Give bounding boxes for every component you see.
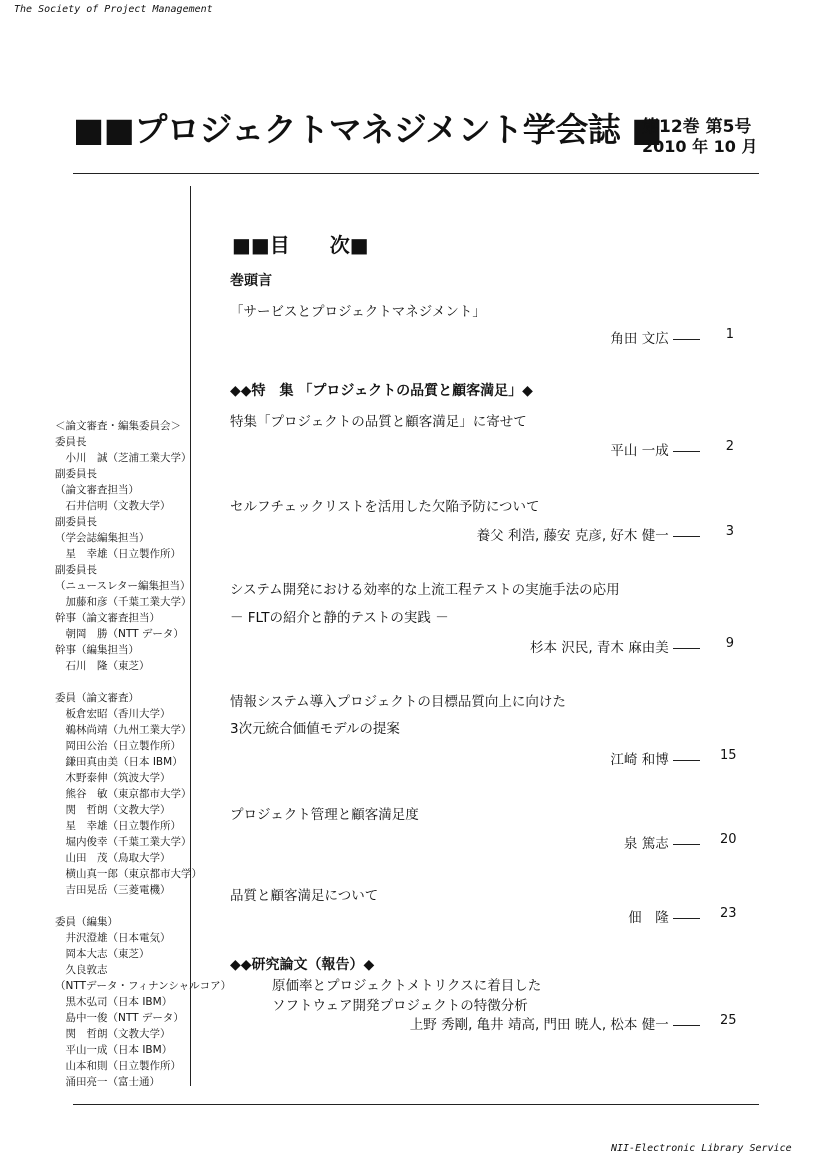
- committee-line: 委員（論文審査）: [55, 692, 139, 704]
- committee-line: 井沢澄雄（日本電気）: [55, 932, 171, 944]
- society-name: The Society of Project Management: [14, 4, 213, 15]
- committee-line: 小川 誠（芝浦工業大学）: [55, 452, 192, 464]
- committee-gap: [55, 674, 205, 690]
- committee-line: 熊谷 敏（東京都市大学）: [55, 788, 192, 800]
- toc-page-number: 1: [725, 327, 734, 342]
- toc-article-title: ソフトウェア開発プロジェクトの特徴分析: [272, 998, 528, 1014]
- toc-article-title: 「サービスとプロジェクトマネジメント」: [230, 304, 486, 320]
- committee-line: 岡田公治（日立製作所）: [55, 740, 181, 752]
- committee-line: （ニュースレター編集担当）: [55, 580, 191, 592]
- toc-article-title: 3次元統合価値モデルの提案: [230, 721, 400, 737]
- toc-article-title: システム開発における効率的な上流工程テストの実施手法の応用: [230, 582, 620, 598]
- library-service: NII-Electronic Library Service: [611, 1143, 792, 1154]
- toc-page-number: 15: [720, 748, 737, 763]
- committee-line: （論文審査担当）: [55, 484, 139, 496]
- committee-line: 加藤和彦（千葉工業大学）: [55, 596, 192, 608]
- toc-article-title: プロジェクト管理と顧客満足度: [230, 807, 419, 823]
- committee-line: 副委員長: [55, 516, 97, 528]
- top-divider: [73, 173, 759, 174]
- toc-author: 泉 篤志 ――: [623, 836, 700, 852]
- committee-line: 石井信明（文教大学）: [55, 500, 171, 512]
- issue-date: 2010 年 10 月: [642, 137, 758, 156]
- toc-page-number: 9: [725, 636, 734, 651]
- committee-line: 委員（編集）: [55, 916, 118, 928]
- editorial-committee: [55, 418, 232, 1090]
- toc-page-number: 25: [720, 1013, 737, 1028]
- committee-line: （学会誌編集担当）: [55, 532, 150, 544]
- toc-author: 江崎 和博 ――: [610, 752, 700, 768]
- committee-line: 石川 隆（東芝）: [55, 660, 150, 672]
- toc-article-title: 品質と顧客満足について: [230, 888, 379, 904]
- committee-line: ＜論文審査・編集委員会＞: [55, 420, 181, 432]
- toc-page-number: 2: [725, 439, 734, 454]
- toc-author: 平山 一成 ――: [610, 443, 700, 459]
- committee-line: 関 哲朗（文教大学）: [55, 1028, 171, 1040]
- committee-line: 副委員長: [55, 468, 97, 480]
- toc-page-number: 20: [720, 832, 737, 847]
- committee-line: 鎌田真由美（日本 IBM）: [55, 756, 183, 768]
- committee-line: 星 幸雄（日立製作所）: [55, 820, 181, 832]
- committee-line: 横山真一郎（東京都市大学）: [55, 868, 202, 880]
- committee-line: 鵜林尚靖（九州工業大学）: [55, 724, 192, 736]
- committee-line: 星 幸雄（日立製作所）: [55, 548, 181, 560]
- committee-line: 久良敦志: [55, 964, 108, 976]
- journal-title: ■■プロジェクトマネジメント学会誌 ■: [73, 110, 662, 149]
- committee-line: 島中一俊（NTT データ）: [55, 1012, 184, 1024]
- committee-line: 山本和則（日立製作所）: [55, 1060, 181, 1072]
- toc-page-number: 3: [725, 524, 734, 539]
- bottom-divider: [73, 1104, 759, 1105]
- toc-author: 杉本 沢民, 青木 麻由美 ――: [530, 640, 700, 656]
- committee-line: 板倉宏昭（香川大学）: [55, 708, 171, 720]
- committee-line: 木野泰伸（筑波大学）: [55, 772, 171, 784]
- toc-section-heading: ◆◆特 集 「プロジェクトの品質と顧客満足」◆: [230, 383, 533, 399]
- committee-gap: [55, 898, 205, 914]
- committee-line: 朝岡 勝（NTT データ）: [55, 628, 184, 640]
- committee-line: 平山一成（日本 IBM）: [55, 1044, 173, 1056]
- committee-line: 幹事（論文審査担当）: [55, 612, 160, 624]
- committee-line: 委員長: [55, 436, 87, 448]
- committee-line: 涌田亮一（富士通）: [55, 1076, 160, 1088]
- toc-author: 上野 秀剛, 亀井 靖高, 門田 暁人, 松本 健一 ――: [409, 1017, 700, 1033]
- committee-line: （NTTデータ・フィナンシャルコア）: [55, 980, 232, 992]
- committee-line: 吉田晃岳（三菱電機）: [55, 884, 171, 896]
- committee-line: 幹事（編集担当）: [55, 644, 139, 656]
- committee-line: 副委員長: [55, 564, 97, 576]
- committee-line: 岡本大志（東芝）: [55, 948, 150, 960]
- toc-article-title: 特集「プロジェクトの品質と顧客満足」に寄せて: [230, 414, 527, 430]
- toc-author: 佃 隆 ――: [628, 910, 700, 926]
- toc-section-heading: ◆◆研究論文（報告）◆: [230, 957, 375, 973]
- toc-section-heading: 巻頭言: [230, 273, 272, 289]
- toc-article-title: － FLTの紹介と静的テストの実践 －: [230, 610, 449, 626]
- volume-number: 第12巻 第5号: [642, 117, 752, 137]
- toc-article-title: 原価率とプロジェクトメトリクスに着目した: [272, 978, 542, 994]
- committee-line: 堀内俊幸（千葉工業大学）: [55, 836, 192, 848]
- toc-article-title: 情報システム導入プロジェクトの目標品質向上に向けた: [230, 694, 566, 710]
- committee-line: 山田 茂（鳥取大学）: [55, 852, 171, 864]
- committee-line: 黒木弘司（日本 IBM）: [55, 996, 173, 1008]
- toc-heading: ■■目 次■: [232, 233, 369, 257]
- toc-page-number: 23: [720, 906, 737, 921]
- toc-author: 角田 文広 ――: [610, 331, 700, 347]
- toc-author: 養父 利浩, 藤安 克彦, 好木 健一 ――: [476, 528, 700, 544]
- committee-line: 関 哲朗（文教大学）: [55, 804, 171, 816]
- toc-article-title: セルフチェックリストを活用した欠陥予防について: [230, 499, 540, 515]
